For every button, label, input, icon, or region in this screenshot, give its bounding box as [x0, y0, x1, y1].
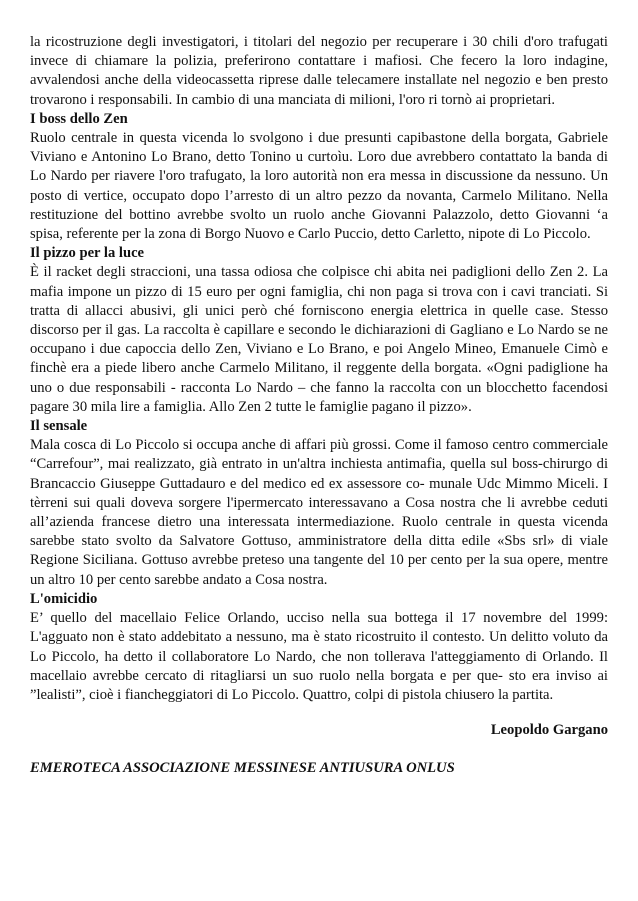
intro-paragraph: la ricostruzione degli investigatori, i titolari del negozio per recuperare i 30 chili d'oro trafugati invece di chiamare la polizia, preferirono contattare i mafiosi. Che fecero la loro indagine, avvalendosi anche della videocassetta riprese dalle telecamere installate nel negozio e ben presto trovarono i responsabili. In cambio di una manciata di milioni, l'oro ri tornò ai proprietari.	[30, 34, 608, 108]
section-text-omicidio: E’ quello del macellaio Felice Orlando, ucciso nella sua bottega il 17 novembre del 1999: L'agguato non è stato addebitato a nessuno, ma è stato ricostruito il contesto. Un delitto voluto da Lo Piccolo, ha detto il collaboratore Lo Nardo, che non tollerava l'atteggiamento di Orlando. Il macellaio avrebbe cercato di ritagliarsi un suo ruolo nella borgata e per que- sto era inviso ai ”lealisti”, cioè i fiancheggiatori di Lo Piccolo. Quattro, colpi di pistola chiusero la partita.	[30, 610, 608, 703]
section-heading-sensale: Il sensale	[30, 418, 88, 435]
author-signature: Leopoldo Gargano	[490, 722, 608, 739]
section-heading-pizzo-luce: Il pizzo per la luce	[30, 245, 145, 262]
section-text-pizzo-luce: È il racket degli straccioni, una tassa odiosa che colpisce chi abita nei padiglioni dello Zen 2. La mafia impone un pizzo di 15 euro per ogni famiglia, chi non paga si trova con i cavi tranciati. Si tratta di allacci abusivi, gli unici però ché forniscono energia elettrica in quelle case. Stesso discorso per il gas. La raccolta è capillare e secondo le dichiarazioni di Gagliano e Lo Nardo se ne occupano i due capoccia dello Zen, Viviano e Lo Brano, e poi Angelo Mineo, Emanuele Cimò e finchè era a piede libero anche Carmelo Militano, il reggente della borgata. «Ogni padiglione ha uno o due responsabili - racconta Lo Nardo – che fanno la raccolta con un blocchetto facendosi pagare 30 mila lire a famiglia. Allo Zen 2 tutte le famiglie pagano il pizzo».	[30, 264, 608, 415]
article-page	[30, 33, 608, 778]
section-text-boss-zen: Ruolo centrale in questa vicenda lo svolgono i due presunti capibastone della borgata, Gabriele Viviano e Antonino Lo Brano, detto Tonino u curtoìu. Loro due avrebbero contattato la banda di Lo Nardo per riavere l'oro trafugato, la loro autorità non era messa in discussione da nessuno. Un posto di vertice, occupato dopo l’arresto di un altro pezzo da novanta, Carmelo Militano. Nella restituzione del bottino avrebbe svolto un ruolo anche Giovanni Palazzolo, detto Giovanni ‘a spisa, referente per la zona di Borgo Nuovo e Carlo Puccio, detto Carletto, nipote di Lo Piccolo.	[30, 130, 608, 243]
section-heading-boss-zen: I boss dello Zen	[30, 110, 128, 127]
section-text-sensale: Mala cosca di Lo Piccolo si occupa anche di affari più grossi. Come il famoso centro commerciale “Carrefour”, mai realizzato, già entrato in un'altra inchiesta antimafia, quella sul boss-chirurgo di Brancaccio Giuseppe Guttadauro e del medico ed ex assessore co- munale Udc Mimmo Miceli. I tèrreni sui quali doveva sorgere l'ipermercato interessavano a Cosa nostra che li avrebbe ceduti all’azienda francese dietro una interessata intermediazione. Ruolo centrale in questa vicenda sarebbe stato svolto da Salvatore Gottuso, amministratore della ditta edile «Sbs srl» di viale Regione Siciliana. Gottuso avrebbe preteso una tangente del 10 per cento per la sua opere, mentre un altro 10 per cento sarebbe andato a Cosa nostra.	[30, 437, 608, 588]
section-heading-omicidio: L'omicidio	[30, 590, 98, 607]
footer-source: EMEROTECA ASSOCIAZIONE MESSINESE ANTIUSURA ONLUS	[30, 760, 455, 777]
